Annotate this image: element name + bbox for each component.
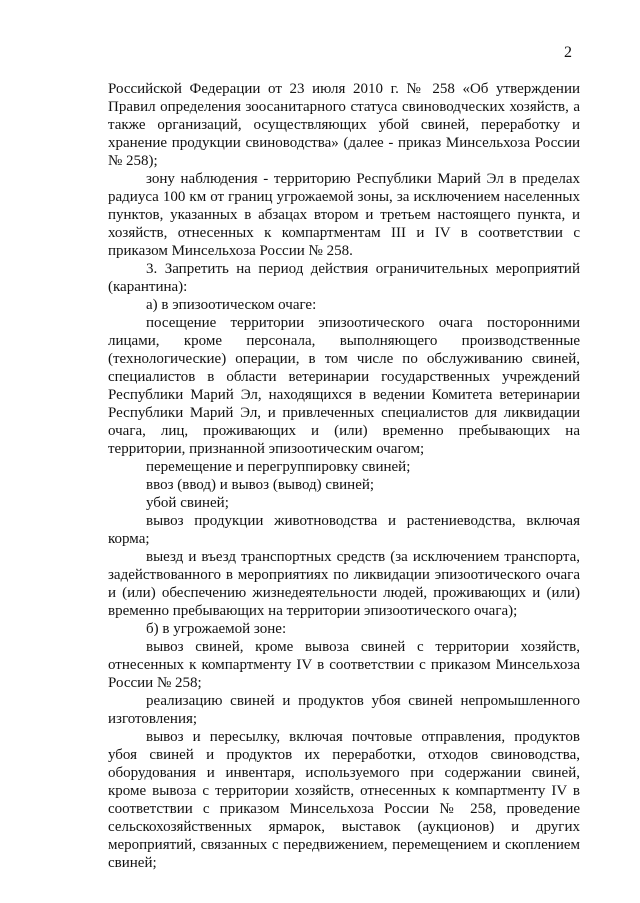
paragraph: а) в эпизоотическом очаге: [146, 297, 317, 313]
paragraph: Российской Федерации от 23 июля 2010 г. № 258 «Об утверждении Правил определения зоосанитарного статуса свиноводческих хозяйств, а также организаций, осуществляющих убой свиней, переработку и хранение продукции свиноводства» (далее - приказ Минсельхоза России № 258); [108, 81, 580, 169]
paragraph: посещение территории эпизоотического очага посторонними лицами, кроме персонала, выполняющего производственные (технологические) операции, в том числе по обслуживанию свиней, специалистов в области ветеринарии государственных учреждений Республики Марий Эл, находящихся в ведении Комитета ветеринарии Республики Марий Эл, и привлеченных специалистов для ликвидации очага, лиц, проживающих и (или) временно пребывающих на территории, признанной эпизоотическим очагом; [108, 315, 580, 457]
paragraph: вывоз и пересылку, включая почтовые отправления, продуктов убоя свиней и продуктов их переработки, отходов свиноводства, оборудования и инвентаря, используемого при содержании свиней, кроме вывоза с территории хозяйств, отнесенных к компартменту IV в соответствии с приказом Минсельхоза России № 258, проведение сельскохозяйственных ярмарок, выставок (аукционов) и других мероприятий, связанных с передвижением, перемещением и скоплением свиней; [108, 729, 580, 871]
page-number: 2 [564, 44, 572, 61]
paragraph: б) в угрожаемой зоне: [146, 621, 287, 637]
paragraph: убой свиней; [146, 495, 229, 511]
paragraph: ввоз (ввод) и вывоз (вывод) свиней; [146, 477, 375, 493]
paragraph: вывоз свиней, кроме вывоза свиней с территории хозяйств, отнесенных к компартменту IV в соответствии с приказом Минсельхоза России № 258; [108, 639, 580, 691]
paragraph: зону наблюдения - территорию Республики Марий Эл в пределах радиуса 100 км от границ угрожаемой зоны, за исключением населенных пунктов, указанных в абзацах втором и третьем настоящего пункта, и хозяйств, отнесенных к компартментам III и IV в соответствии с приказом Минсельхоза России № 258. [108, 171, 580, 259]
paragraph: вывоз продукции животноводства и растениеводства, включая корма; [108, 513, 580, 547]
paragraph: выезд и въезд транспортных средств (за исключением транспорта, задействованного в мероприятиях по ликвидации эпизоотического очага и (или) обеспечению жизнедеятельности людей, проживающих и (или) временно пребывающих на территории эпизоотического очага); [108, 549, 580, 619]
paragraph: реализацию свиней и продуктов убоя свиней непромышленного изготовления; [108, 693, 580, 727]
paragraph: перемещение и перегруппировку свиней; [146, 459, 411, 475]
document-body [108, 80, 580, 872]
paragraph: 3. Запретить на период действия ограничительных мероприятий (карантина): [108, 261, 580, 295]
